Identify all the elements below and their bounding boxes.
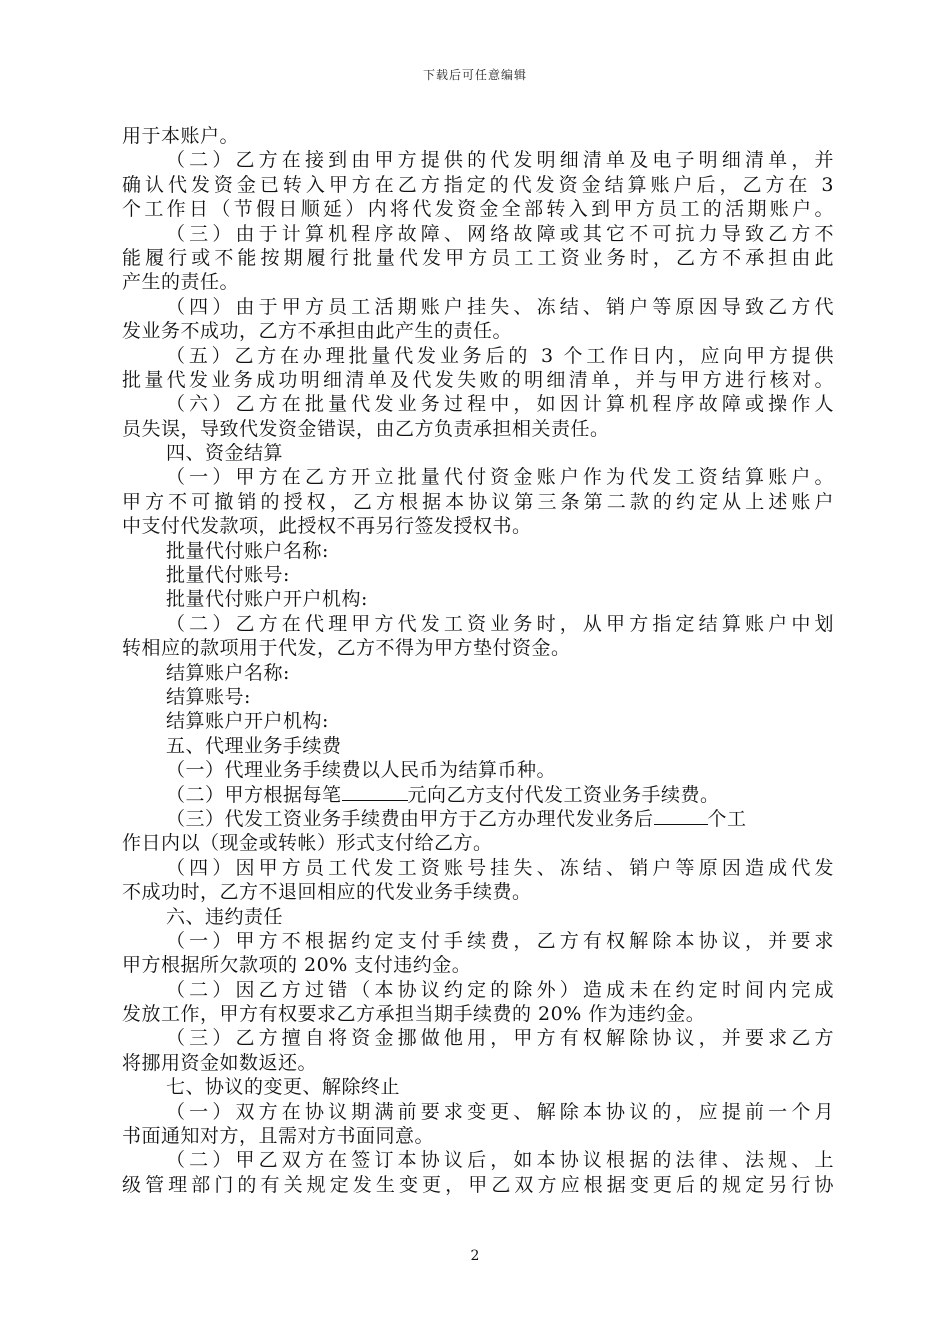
text-line: （二）甲乙双方在签订本协议后，如本协议根据的法律、法规、上 [166, 1149, 834, 1172]
text-line: （二）乙方在接到由甲方提供的代发明细清单及电子明细清单，并 [166, 149, 834, 172]
text-line: （三）乙方擅自将资金挪做他用，甲方有权解除协议，并要求乙方 [166, 1027, 834, 1050]
form-field-label: 结算账号: [166, 685, 251, 708]
text-segment: （二）甲方根据每笔 [166, 783, 342, 806]
text-line: 员失误，导致代发资金错误，由乙方负责承担相关责任。 [122, 417, 610, 440]
fill-in-blank [342, 784, 408, 801]
text-line: （二）乙方在代理甲方代发工资业务时，从甲方指定结算账户中划 [166, 612, 834, 635]
text-line: （一）甲方不根据约定支付手续费，乙方有权解除本协议，并要求 [166, 929, 834, 952]
text-line: 确认代发资金已转入甲方在乙方指定的代发资金结算账户后，乙方在 3 [122, 173, 834, 196]
text-segment: （三）代发工资业务手续费由甲方于乙方办理代发业务后 [166, 807, 654, 830]
section-heading: 四、资金结算 [166, 442, 284, 465]
text-line: 能履行或不能按期履行批量代发甲方员工工资业务时，乙方不承担由此 [122, 246, 834, 269]
document-body [122, 124, 834, 1197]
text-line: 甲方不可撤销的授权，乙方根据本协议第三条第二款的约定从上述账户 [122, 490, 834, 513]
form-field-label: 批量代付账户开户机构: [166, 588, 368, 611]
text-line: （四）因甲方员工代发工资账号挂失、冻结、销户等原因造成代发 [166, 856, 834, 879]
text-line: 发放工作，甲方有权要求乙方承担当期手续费的 20% 作为违约金。 [122, 1003, 706, 1026]
text-line: 作日内以（现金或转帐）形式支付给乙方。 [122, 832, 493, 855]
text-line: 将挪用资金如数返还。 [122, 1051, 318, 1074]
text-line: 发业务不成功，乙方不承担由此产生的责任。 [122, 320, 513, 343]
section-heading: 五、代理业务手续费 [166, 734, 342, 757]
page-header: 下载后可任意编辑 [422, 68, 527, 82]
text-line-with-blank [122, 807, 834, 831]
form-field-label: 结算账户开户机构: [166, 710, 329, 733]
text-line: 中支付代发款项，此授权不再另行签发授权书。 [122, 515, 532, 538]
section-heading: 七、协议的变更、解除终止 [166, 1076, 401, 1099]
fill-in-blank [654, 808, 708, 825]
text-line: 甲方根据所欠款项的 20% 支付违约金。 [122, 954, 472, 977]
text-line: 转相应的款项用于代发，乙方不得为甲方垫付资金。 [122, 637, 571, 660]
text-line: 个工作日（节假日顺延）内将代发资金全部转入到甲方员工的活期账户。 [122, 198, 834, 221]
text-line: （一）双方在协议期满前要求变更、解除本协议的，应提前一个月 [166, 1100, 834, 1123]
text-line: 批量代发业务成功明细清单及代发失败的明细清单，并与甲方进行核对。 [122, 368, 834, 391]
text-line: （一）代理业务手续费以人民币为结算币种。 [166, 759, 557, 782]
text-line: 书面通知对方，且需对方书面同意。 [122, 1125, 435, 1148]
form-field-label: 批量代付账号: [166, 564, 290, 587]
text-line: （四）由于甲方员工活期账户挂失、冻结、销户等原因导致乙方代 [166, 295, 834, 318]
text-line: （三）由于计算机程序故障、网络故障或其它不可抗力导致乙方不 [166, 222, 834, 245]
text-segment: 个工 [707, 807, 747, 830]
text-line: （二）因乙方过错（本协议约定的除外）造成未在约定时间内完成 [166, 978, 834, 1001]
text-line: 不成功时，乙方不退回相应的代发业务手续费。 [122, 881, 532, 904]
page-number: 2 [470, 1248, 480, 1264]
text-line: 用于本账户。 [122, 125, 240, 147]
text-line: （一）甲方在乙方开立批量代付资金账户作为代发工资结算账户。 [166, 466, 834, 489]
section-heading: 六、违约责任 [166, 905, 284, 928]
text-line: 产生的责任。 [122, 271, 240, 294]
text-line: （六）乙方在批量代发业务过程中，如因计算机程序故障或操作人 [166, 393, 834, 416]
text-segment: 元向乙方支付代发工资业务手续费。 [407, 783, 720, 806]
text-line: （五）乙方在办理批量代发业务后的 3 个工作日内，应向甲方提供 [166, 344, 834, 367]
text-line: 级管理部门的有关规定发生变更，甲乙双方应根据变更后的规定另行协 [122, 1173, 834, 1196]
form-field-label: 结算账户名称: [166, 661, 290, 684]
text-line-with-blank [122, 783, 834, 807]
form-field-label: 批量代付账户名称: [166, 539, 329, 562]
